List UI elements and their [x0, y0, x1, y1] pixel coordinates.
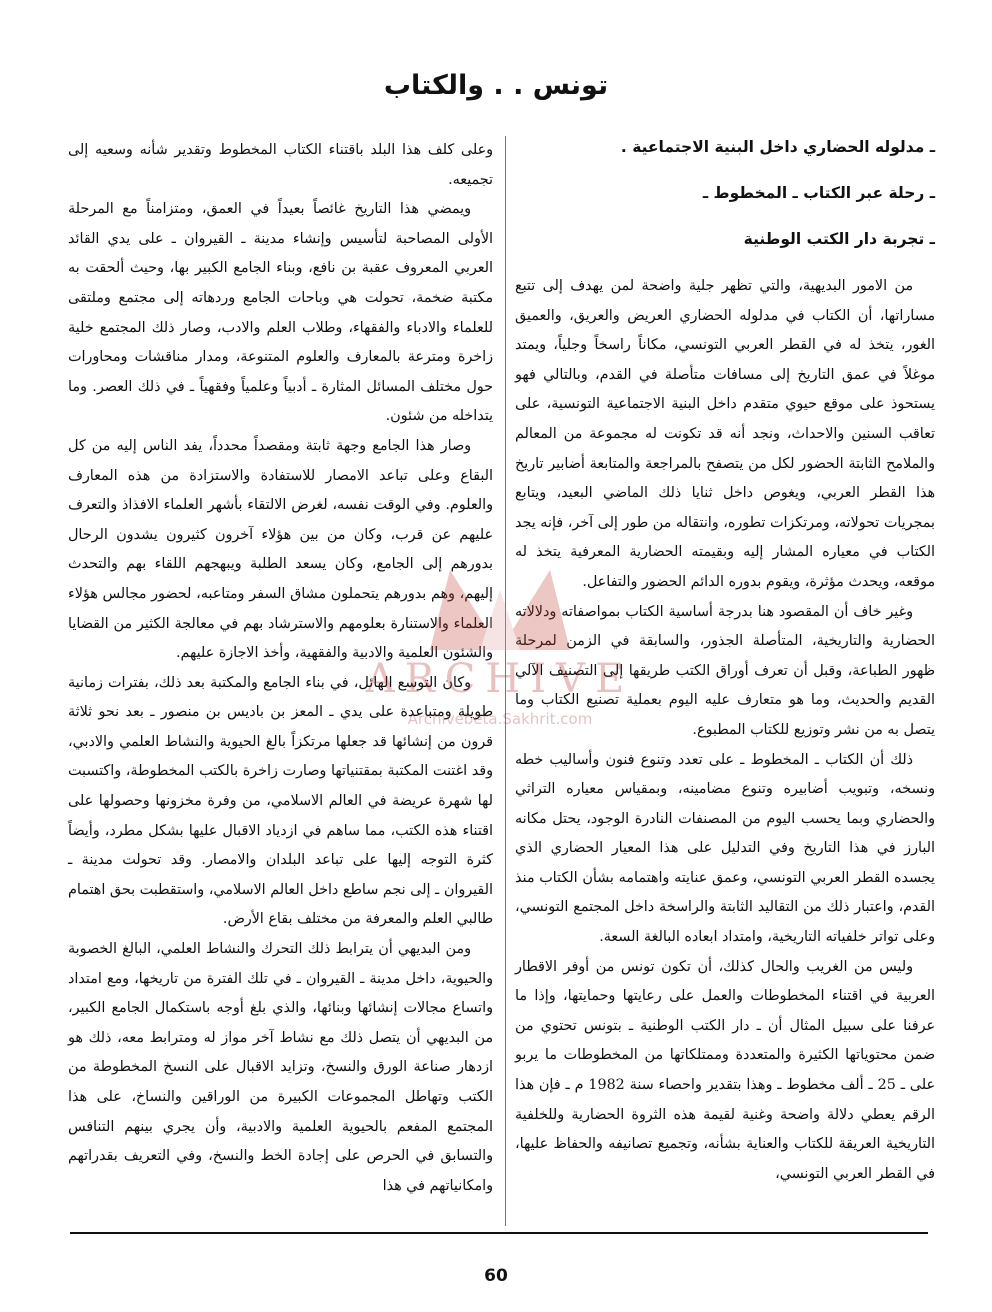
paragraph: ويمضي هذا التاريخ غائصاً بعيداً في العمق، ومتزامناً مع المرحلة الأولى المصاحبة لتأسيس وإنشاء مدينة ـ القيروان ـ على يدي القائد العربي المعروف عقبة بن نافع، وبناء الجامع الكبير بها، وحيث ألحقت به مكتبة ضخمة، تحولت هي وباحات الجامع وردهاته إلى مجتمع وملتقى للعلماء والادباء والفقهاء، وطلاب العلم والادب، وصار ذلك المجتمع خلية زاخرة ومترعة بالمعارف والعلوم المتنوعة، ومدار مناقشات ومحاورات حول مختلف المسائل المثارة ـ أدبياً وعلمياً وفقهياً ـ في ذلك العصر. وما يتداخله من شئون. [68, 201, 493, 425]
watermark-text: ARCHIVE [365, 656, 635, 702]
paragraph: وعلى كلف هذا البلد باقتناء الكتاب المخطوط وتقدير شأنه وسعيه إلى تجميعه. [68, 142, 493, 188]
topic-list [515, 136, 935, 274]
paragraph: وكان التوسع الهائل، في بناء الجامع والمكتبة بعد ذلك، بفترات زمانية طويلة ومتباعدة على يدي ـ المعز بن باديس بن منصور ـ بعد نحو ثلاثة قرون من إنشائها قد جعلها مرتكزاً بالغ الحيوية والنشاط العلمي والادبي، وقد اغتنت المكتبة بمقتنياتها وصارت زاخرة بالكتب المخطوطة، واكتسبت لها شهرة عريضة في العالم الاسلامي، من وفرة مخزونها وحصولها على اقتناء هذه الكتب، مما ساهم في ازدياد الاقبال عليها بشكل مطرد، وأيضاً كثرة التوجه إليها على تباعد البلدان والامصار. وقد تحولت مدينة ـ القيروان ـ إلى نجم ساطع داخل العالم الاسلامي، واستقطبت بحق اهتمام طالبي العلم والمعرفة من مختلف بقاع الأرض. [68, 674, 493, 928]
right-column [515, 136, 935, 1189]
column-divider [505, 136, 506, 1226]
topic-item: ـ مدلوله الحضاري داخل البنية الاجتماعية . [620, 138, 935, 156]
left-column [68, 136, 493, 1201]
watermark-url: Archivebeta.Sakhrit.com [407, 710, 593, 728]
paragraph: وليس من الغريب والحال كذلك، أن تكون تونس من أوفر الاقطار العربية في اقتناء المخطوطات والعمل على رعايتها وحمايتها، وإذا ما عرفنا على سبيل المثال أن ـ دار الكتب الوطنية ـ بتونس تحتوي من ضمن محتوياتها الكثيرة والمتعددة وممتلكاتها من المخطوطات ما يربو على ـ 25 ـ ألف مخطوط ـ وهذا بتقدير واحصاء سنة 1982 م ـ فإن هذا الرقم يعطي دلالة واضحة وغنية لقيمة هذه الثروة الحضارية وللخلفية التاريخية العريقة للكتاب والعناية بشأنه، وتجميع تصانيفه والحفاظ عليها، في القطر العربي التونسي، [515, 958, 935, 1182]
topic-item: ـ رحلة عبر الكتاب ـ المخطوط ـ [702, 184, 935, 202]
topic-item: ـ تجربة دار الكتب الوطنية [743, 230, 935, 248]
page-title: تونس . . والكتاب [383, 70, 609, 101]
paragraph: وصار هذا الجامع وجهة ثابتة ومقصداً محدداً، يفد الناس إليه من كل البقاع وعلى تباعد الامصار للاستفادة والاستزادة من هذه المعارف والعلوم. وفي الوقت نفسه، لغرض الالتقاء بأشهر العلماء الافذاذ والتعرف عليهم عن قرب، وكان من بين هؤلاء آخرون كثيرون يشدون الرحال بدورهم إلى الجامع، وكان يسعد الطلبة ويبهجهم اللقاء بهم والتحدث إليهم، وهم بدورهم يتحملون مشاق السفر ومتاعبه، لحضور مجالس هؤلاء العلماء والاستنارة بعلومهم والاسترشاد بهم في معالجة الكثير من القضايا والشئون العلمية والادبية والفقهية، وأخذ الاجازة عليهم. [68, 437, 493, 662]
paragraph: من الامور البديهية، والتي تظهر جلية واضحة لمن يهدف إلى تتبع مساراتها، أن الكتاب في مدلوله الحضاري العريض والعريق، والعميق الغور، يتخذ له في القطر العربي التونسي، مكاناً راسخاً وجلياً، ويمتد موغلاً في عمق التاريخ إلى مسافات متأصلة في القدم، وبالتالي فهو يستحوذ على موقع حيوي متقدم داخل البنية الاجتماعية التونسية، على تعاقب السنين والاحداث، ونجد أنه قد تكونت له مجموعة من المعالم والملامح الثابتة الحضور لكل من يتصفح بالمراجعة والمتابعة أضابير تاريخ هذا القطر العربي، ويغوص داخل ثنايا ذلك الماضي البعيد، ويتابع بمجريات تحولاته، ومرتكزات تطوره، وانتقاله من طور إلى آخر، فإنه يجد الكتاب في معياره المشار إليه وبقيمته الحضارية المعرفية يتخذ له موقعه، ويحدث مؤثرة، ويقوم بدوره الدائم الحضور والتفاعل. [515, 278, 935, 590]
footer-rule [70, 1232, 928, 1234]
paragraph: ومن البديهي أن يترابط ذلك التحرك والنشاط العلمي، البالغ الخصوبة والحيوية، داخل مدينة ـ القيروان ـ في تلك الفترة من تاريخها، ومع امتداد واتساع مجالات إنشائها وبنائها، والذي بلغ أوجه باستكمال الجامع الكبير، من البديهي أن يتصل ذلك مع نشاط آخر مواز له ومترابط معه، ذلك هو ازدهار صناعة الورق والنسخ، وتزايد الاقبال على النسخ المخطوطة من الكتب وتهاطل المجموعات الكبيرة من الوراقين والنساخ، على هذا المجتمع المفعم بالحيوية العلمية والادبية، وأن يجري بينهم التنافس والتسابق في الحرص على إجادة الخط والنسخ، وفي التعريف بقدراتهم وامكانياتهم في هذا [68, 941, 493, 1194]
paragraph: وغير خاف أن المقصود هنا بدرجة أساسية الكتاب بمواصفاته ودلالاته الحضارية والتاريخية، المتأصلة الجذور، والسابقة في الزمن لمرحلة ظهور الطباعة، وقبل أن تعرف أوراق الكتب طريقها إلى التصنيف الآلي القديم والحديث، وما هو متعارف عليه اليوم بعملية تصنيع الكتاب وما يتصل به من نشر وتوزيع للكتاب المطبوع. [515, 603, 935, 738]
page-number: 60 [484, 1266, 508, 1286]
paragraph: ذلك أن الكتاب ـ المخطوط ـ على تعدد وتنوع فنون وأساليب خطه ونسخه، وتبويب أضابيره وتنوع مضامينه، وبمقياس معياره التراثي والحضاري وبما يحسب اليوم من المصنفات النادرة الوجود، يحتل مكانه البارز في هذا التاريخ وفي التدليل على هذا المعيار الحضاري الذي يجسده القطر العربي التونسي، وعمق عنايته واهتمامه بشأن الكتاب منذ القدم، واعتبار ذلك من التقاليد الثابتة والراسخة داخل المجتمع التونسي، وعلى تواتر خلفياته التاريخية، وامتداد ابعاده البالغة السعة. [515, 751, 935, 946]
